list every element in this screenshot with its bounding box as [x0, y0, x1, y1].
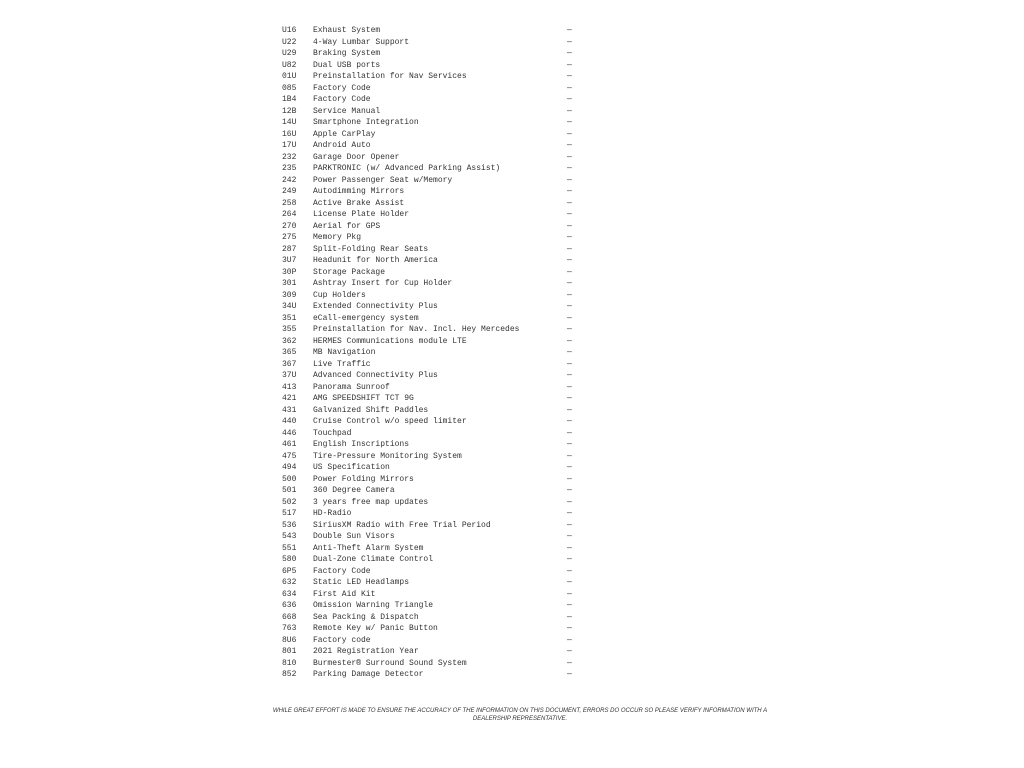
option-description: Sea Packing & Dispatch: [313, 612, 419, 622]
option-description: Factory Code: [313, 95, 371, 104]
option-price: —: [567, 198, 572, 208]
option-code: 309: [282, 290, 297, 300]
option-description: Memory Pkg: [313, 233, 362, 242]
option-description: English Inscriptions: [313, 440, 410, 449]
option-price: —: [567, 187, 572, 196]
option-row: [282, 577, 582, 589]
option-description: License Plate Holder: [313, 210, 410, 219]
option-description: Android Auto: [313, 141, 371, 150]
option-description: PARKTRONIC (w/ Advanced Parking Assist): [313, 164, 501, 173]
option-price: —: [567, 405, 572, 415]
option-code: 6P5: [282, 566, 297, 576]
option-code: 8U6: [282, 635, 297, 645]
option-description: Advanced Connectivity Plus: [313, 371, 438, 380]
option-price: —: [567, 371, 572, 380]
option-price: —: [567, 313, 572, 323]
option-code: 1B4: [282, 95, 297, 104]
option-code: 287: [282, 244, 297, 254]
option-price: —: [567, 394, 572, 403]
option-row: [282, 278, 582, 290]
option-description: Service Manual: [313, 106, 381, 116]
option-code: 275: [282, 233, 297, 242]
option-code: 351: [282, 313, 297, 323]
option-description: Split-Folding Rear Seats: [313, 244, 429, 254]
option-description: SiriusXM Radio with Free Trial Period: [313, 520, 491, 530]
option-code: 852: [282, 670, 297, 679]
option-description: Parking Damage Detector: [313, 670, 424, 679]
option-price: —: [567, 233, 572, 242]
option-description: HD-Radio: [313, 509, 352, 518]
option-row: [282, 175, 582, 187]
option-description: MB Navigation: [313, 348, 376, 357]
option-price: —: [567, 486, 572, 495]
option-price: —: [567, 256, 572, 265]
option-row: [282, 244, 582, 256]
option-row: [282, 60, 582, 72]
option-row: [282, 382, 582, 394]
option-code: 810: [282, 658, 297, 668]
option-row: [282, 106, 582, 118]
option-row: [282, 324, 582, 336]
option-row: [282, 186, 582, 198]
option-code: U22: [282, 37, 297, 47]
option-row: [282, 635, 582, 647]
option-row: [282, 646, 582, 658]
option-code: 01U: [282, 72, 297, 81]
option-code: 494: [282, 463, 297, 472]
option-description: Live Traffic: [313, 359, 371, 369]
option-description: Dual USB ports: [313, 60, 381, 70]
option-row: [282, 600, 582, 612]
option-code: 270: [282, 221, 297, 231]
option-description: Tire-Pressure Monitoring System: [313, 451, 462, 461]
option-row: [282, 301, 582, 313]
option-price: —: [567, 382, 572, 392]
option-price: —: [567, 26, 572, 35]
option-row: [282, 255, 582, 267]
option-description: Cup Holders: [313, 290, 366, 300]
option-description: Factory Code: [313, 566, 371, 576]
option-code: 12B: [282, 106, 297, 116]
option-row: [282, 198, 582, 210]
option-code: 16U: [282, 129, 297, 139]
option-price: —: [567, 612, 572, 622]
option-code: 242: [282, 175, 297, 185]
option-code-list: [282, 25, 582, 681]
option-row: [282, 140, 582, 152]
option-code: 475: [282, 451, 297, 461]
option-row: [282, 508, 582, 520]
option-price: —: [567, 509, 572, 518]
option-description: Factory code: [313, 635, 371, 645]
option-price: —: [567, 279, 572, 288]
option-row: [282, 531, 582, 543]
option-price: —: [567, 72, 572, 81]
option-price: —: [567, 451, 572, 461]
disclaimer-text: WHILE GREAT EFFORT IS MADE TO ENSURE THE ACCURACY OF THE INFORMATION ON THIS DOCUMENT, ERRORS DO OCCUR SO PLEASE VERIFY INFORMATION WITH A DEALERSHIP REPRESENTATIVE.: [272, 708, 768, 722]
option-description: Touchpad: [313, 428, 352, 438]
option-description: Extended Connectivity Plus: [313, 302, 438, 311]
option-code: 085: [282, 83, 297, 93]
option-price: —: [567, 474, 572, 484]
option-code: 249: [282, 187, 297, 196]
option-price: —: [567, 95, 572, 104]
option-row: [282, 152, 582, 164]
option-code: 37U: [282, 371, 297, 380]
option-code: 500: [282, 474, 297, 484]
option-description: Ashtray Insert for Cup Holder: [313, 279, 453, 288]
option-description: 4-Way Lumbar Support: [313, 37, 410, 47]
option-code: 461: [282, 440, 297, 449]
option-code: 543: [282, 532, 297, 541]
option-code: 501: [282, 486, 297, 495]
option-code: 14U: [282, 118, 297, 127]
option-price: —: [567, 624, 572, 633]
option-price: —: [567, 106, 572, 116]
option-row: [282, 474, 582, 486]
option-price: —: [567, 175, 572, 185]
option-row: [282, 336, 582, 348]
option-description: Static LED Headlamps: [313, 578, 410, 587]
option-price: —: [567, 566, 572, 576]
option-row: [282, 290, 582, 302]
option-row: [282, 221, 582, 233]
option-description: Omission Warning Triangle: [313, 601, 434, 610]
option-description: eCall-emergency system: [313, 313, 419, 323]
option-description: Panorama Sunroof: [313, 382, 390, 392]
option-row: [282, 71, 582, 83]
option-row: [282, 669, 582, 681]
option-price: —: [567, 670, 572, 679]
option-description: Autodimming Mirrors: [313, 187, 405, 196]
option-row: [282, 589, 582, 601]
option-price: —: [567, 348, 572, 357]
option-description: Apple CarPlay: [313, 129, 376, 139]
option-price: —: [567, 49, 572, 58]
option-price: —: [567, 141, 572, 150]
option-code: 668: [282, 612, 297, 622]
option-row: [282, 267, 582, 279]
option-code: 431: [282, 405, 297, 415]
option-description: Remote Key w/ Panic Button: [313, 624, 438, 633]
option-row: [282, 623, 582, 635]
option-code: 235: [282, 164, 297, 173]
option-price: —: [567, 428, 572, 438]
option-description: 2021 Registration Year: [313, 647, 419, 656]
option-row: [282, 439, 582, 451]
option-description: Dual-Zone Climate Control: [313, 555, 434, 564]
option-code: 365: [282, 348, 297, 357]
option-price: —: [567, 244, 572, 254]
option-row: [282, 48, 582, 60]
option-row: [282, 25, 582, 37]
option-price: —: [567, 440, 572, 449]
option-row: [282, 485, 582, 497]
option-price: —: [567, 601, 572, 610]
option-row: [282, 117, 582, 129]
option-price: —: [567, 325, 572, 334]
option-price: —: [567, 647, 572, 656]
option-row: [282, 94, 582, 106]
option-row: [282, 566, 582, 578]
option-price: —: [567, 267, 572, 277]
option-description: Double Sun Visors: [313, 532, 395, 541]
option-description: 3 years free map updates: [313, 497, 429, 507]
option-code: 551: [282, 543, 297, 553]
option-code: 763: [282, 624, 297, 633]
option-price: —: [567, 635, 572, 645]
option-price: —: [567, 555, 572, 564]
option-description: Braking System: [313, 49, 381, 58]
option-row: [282, 370, 582, 382]
option-code: 440: [282, 417, 297, 426]
option-code: 421: [282, 394, 297, 403]
option-description: Power Folding Mirrors: [313, 474, 414, 484]
option-price: —: [567, 359, 572, 369]
option-description: Preinstallation for Nav. Incl. Hey Mercedes: [313, 325, 520, 334]
option-row: [282, 462, 582, 474]
option-description: Smartphone Integration: [313, 118, 419, 127]
option-price: —: [567, 152, 572, 162]
option-price: —: [567, 520, 572, 530]
option-code: U29: [282, 49, 297, 58]
option-description: US Specification: [313, 463, 390, 472]
option-code: 634: [282, 589, 297, 599]
option-code: 413: [282, 382, 297, 392]
option-code: 362: [282, 336, 297, 346]
option-description: HERMES Communications module LTE: [313, 336, 467, 346]
option-description: AMG SPEEDSHIFT TCT 9G: [313, 394, 414, 403]
option-row: [282, 451, 582, 463]
option-price: —: [567, 543, 572, 553]
option-description: Storage Package: [313, 267, 386, 277]
option-row: [282, 405, 582, 417]
option-row: [282, 129, 582, 141]
option-code: 3U7: [282, 256, 297, 265]
option-code: 446: [282, 428, 297, 438]
option-code: 301: [282, 279, 297, 288]
option-description: Headunit for North America: [313, 256, 438, 265]
option-description: Factory Code: [313, 83, 371, 93]
option-price: —: [567, 336, 572, 346]
option-row: [282, 83, 582, 95]
option-description: Aerial for GPS: [313, 221, 381, 231]
option-row: [282, 520, 582, 532]
option-row: [282, 393, 582, 405]
option-code: 30P: [282, 267, 297, 277]
option-row: [282, 209, 582, 221]
option-price: —: [567, 417, 572, 426]
option-code: 580: [282, 555, 297, 564]
option-row: [282, 163, 582, 175]
option-code: 536: [282, 520, 297, 530]
option-row: [282, 313, 582, 325]
option-description: Cruise Control w/o speed limiter: [313, 417, 467, 426]
option-price: —: [567, 589, 572, 599]
option-price: —: [567, 83, 572, 93]
option-price: —: [567, 658, 572, 668]
option-row: [282, 497, 582, 509]
option-price: —: [567, 164, 572, 173]
option-code: 355: [282, 325, 297, 334]
option-description: First Aid Kit: [313, 589, 376, 599]
option-code: 636: [282, 601, 297, 610]
option-code: 801: [282, 647, 297, 656]
option-row: [282, 359, 582, 371]
option-description: Power Passenger Seat w/Memory: [313, 175, 453, 185]
option-code: U82: [282, 60, 297, 70]
option-price: —: [567, 578, 572, 587]
option-row: [282, 428, 582, 440]
option-row: [282, 554, 582, 566]
option-code: 367: [282, 359, 297, 369]
option-code: 232: [282, 152, 297, 162]
option-description: 360 Degree Camera: [313, 486, 395, 495]
option-row: [282, 37, 582, 49]
option-price: —: [567, 129, 572, 139]
option-description: Anti-Theft Alarm System: [313, 543, 424, 553]
option-price: —: [567, 37, 572, 47]
option-code: 632: [282, 578, 297, 587]
option-row: [282, 232, 582, 244]
option-code: 17U: [282, 141, 297, 150]
option-price: —: [567, 532, 572, 541]
option-description: Galvanized Shift Paddles: [313, 405, 429, 415]
option-row: [282, 612, 582, 624]
option-code: 264: [282, 210, 297, 219]
option-description: Exhaust System: [313, 26, 381, 35]
option-price: —: [567, 60, 572, 70]
option-price: —: [567, 118, 572, 127]
option-description: Active Brake Assist: [313, 198, 405, 208]
option-description: Preinstallation for Nav Services: [313, 72, 467, 81]
option-row: [282, 658, 582, 670]
option-row: [282, 416, 582, 428]
option-price: —: [567, 497, 572, 507]
option-price: —: [567, 302, 572, 311]
option-row: [282, 347, 582, 359]
option-code: U16: [282, 26, 297, 35]
option-code: 258: [282, 198, 297, 208]
option-description: Garage Door Opener: [313, 152, 400, 162]
option-row: [282, 543, 582, 555]
option-price: —: [567, 290, 572, 300]
option-price: —: [567, 210, 572, 219]
option-price: —: [567, 221, 572, 231]
option-code: 34U: [282, 302, 297, 311]
option-code: 502: [282, 497, 297, 507]
option-description: Burmester® Surround Sound System: [313, 658, 467, 668]
option-code: 517: [282, 509, 297, 518]
option-price: —: [567, 463, 572, 472]
